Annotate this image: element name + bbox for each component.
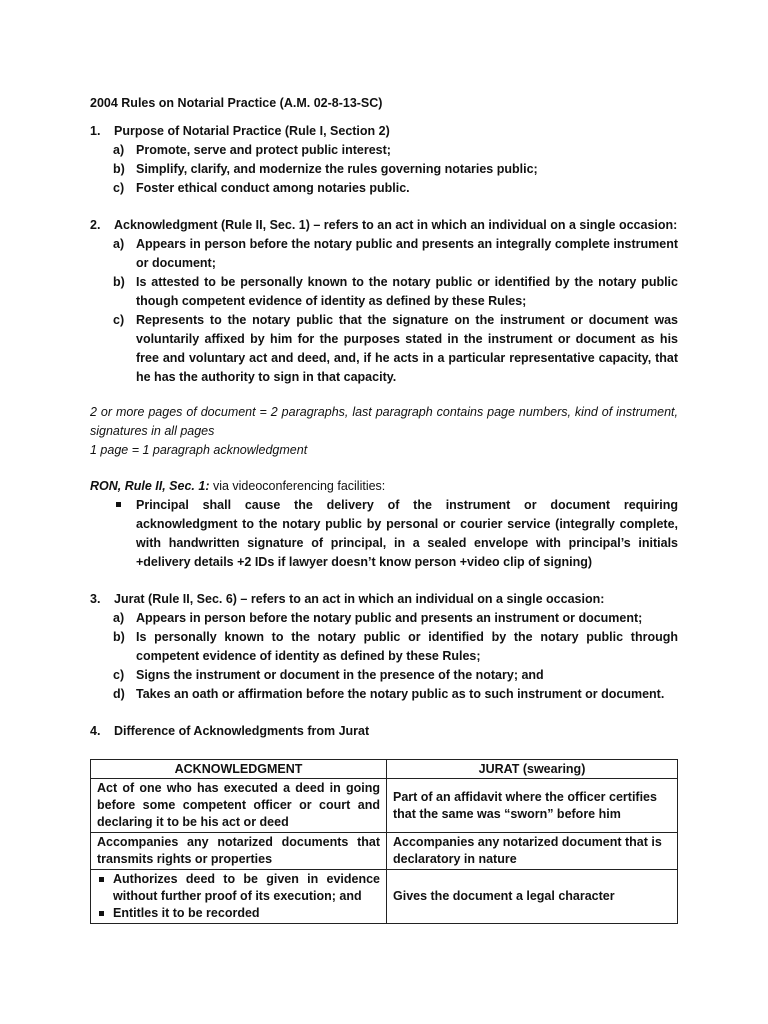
table-cell — [91, 870, 387, 924]
cell-bullet-text: Entitles it to be recorded — [113, 906, 260, 920]
section-heading — [90, 122, 678, 141]
section-purpose — [90, 122, 678, 198]
ron-bullet — [90, 496, 678, 572]
item-letter: a) — [113, 611, 125, 625]
section-number: 3. — [90, 592, 101, 606]
list-item — [90, 685, 678, 704]
item-text: Promote, serve and protect public interest; — [136, 143, 391, 157]
section-number: 1. — [90, 124, 101, 138]
notes-block — [90, 403, 678, 460]
table-row — [91, 870, 678, 924]
bullet-square-icon — [116, 502, 121, 507]
item-list — [90, 141, 678, 198]
table-row — [91, 779, 678, 833]
section-heading-text: Purpose of Notarial Practice (Rule I, Section 2) — [114, 124, 390, 138]
ron-heading — [90, 477, 678, 496]
bullet-square-icon — [99, 911, 104, 916]
item-letter: c) — [113, 668, 125, 682]
item-text: Signs the instrument or document in the presence of the notary; and — [136, 668, 544, 682]
item-letter: b) — [113, 630, 125, 644]
section-acknowledgment — [90, 216, 678, 387]
item-letter: c) — [113, 181, 125, 195]
document-title: 2004 Rules on Notarial Practice (A.M. 02-8-13-SC) — [90, 96, 383, 110]
item-letter: c) — [113, 313, 125, 327]
item-letter: b) — [113, 275, 125, 289]
section-heading — [90, 216, 678, 235]
list-item — [90, 609, 678, 628]
table-cell: Accompanies any notarized documents that transmits rights or properties — [91, 833, 387, 870]
section-heading-text: Difference of Acknowledgments from Jurat — [114, 724, 370, 738]
table-cell: Accompanies any notarized document that is declaratory in nature — [387, 833, 678, 870]
table-header-row — [91, 760, 678, 779]
list-item — [90, 235, 678, 273]
item-letter: a) — [113, 143, 125, 157]
item-letter: d) — [113, 687, 125, 701]
bullet-square-icon — [99, 877, 104, 882]
item-text: Appears in person before the notary public and presents an instrument or document; — [136, 611, 643, 625]
cell-bullet — [97, 905, 380, 922]
item-text: Appears in person before the notary public and presents an integrally complete instrument or document; — [136, 237, 678, 270]
item-list — [90, 235, 678, 387]
section-jurat — [90, 590, 678, 704]
item-text: Represents to the notary public that the signature on the instrument or document was voluntarily affixed by him for the purposes stated in the instrument or document as his free and voluntary act and deed, and, if he acts in a particular representative capacity, that he has the authority to sign in that capacity. — [136, 313, 678, 384]
cell-bullet-text: Authorizes deed to be given in evidence without further proof of its execution; and — [113, 872, 380, 903]
list-item — [90, 141, 678, 160]
item-text: Is personally known to the notary public or identified by the notary public through competent evidence of identity as defined by these Rules; — [136, 630, 678, 663]
item-letter: b) — [113, 162, 125, 176]
item-text: Is attested to be personally known to the notary public or identified by the notary public though competent evidence of identity as defined by these Rules; — [136, 275, 678, 308]
item-letter: a) — [113, 237, 125, 251]
ron-label-suffix: via videoconferencing facilities: — [209, 479, 386, 493]
ron-label: RON, Rule II, Sec. 1: — [90, 479, 210, 493]
list-item — [90, 666, 678, 685]
item-text: Simplify, clarify, and modernize the rules governing notaries public; — [136, 162, 538, 176]
header-acknowledgment: ACKNOWLEDGMENT — [91, 760, 387, 779]
ron-bullet-text: Principal shall cause the delivery of the instrument or document requiring acknowledgment to the notary public by personal or courier service (integrally complete, with handwritten signature of principal, in a sealed envelope with principal’s initials +delivery details +2 IDs if lawyer doesn’t know person +video clip of signing) — [136, 498, 678, 569]
header-jurat: JURAT (swearing) — [387, 760, 678, 779]
section-difference — [90, 722, 678, 741]
comparison-table — [90, 759, 678, 924]
list-item — [90, 628, 678, 666]
table-cell: Part of an affidavit where the officer certifies that the same was “sworn” before him — [387, 779, 678, 833]
section-heading-text: Jurat (Rule II, Sec. 6) – refers to an act in which an individual on a single occasion: — [114, 592, 605, 606]
note-line: 2 or more pages of document = 2 paragraphs, last paragraph contains page numbers, kind of instrument, signatures in all pages — [90, 405, 678, 438]
item-text: Foster ethical conduct among notaries public. — [136, 181, 410, 195]
section-number: 4. — [90, 724, 101, 738]
table-cell: Act of one who has executed a deed in going before some competent officer or court and declaring it to be his act or deed — [91, 779, 387, 833]
ron-block — [90, 477, 678, 572]
item-text: Takes an oath or affirmation before the notary public as to such instrument or document. — [136, 687, 665, 701]
note-line: 1 page = 1 paragraph acknowledgment — [90, 443, 308, 457]
section-number: 2. — [90, 218, 101, 232]
section-heading-text: Acknowledgment (Rule II, Sec. 1) – refers to an act in which an individual on a single occasion: — [114, 218, 678, 232]
list-item — [90, 311, 678, 387]
list-item — [90, 160, 678, 179]
table-cell: Gives the document a legal character — [387, 870, 678, 924]
list-item — [90, 179, 678, 198]
section-heading — [90, 590, 678, 609]
table-row — [91, 833, 678, 870]
item-list — [90, 609, 678, 704]
section-heading — [90, 722, 678, 741]
cell-bullet — [97, 871, 380, 905]
list-item — [90, 273, 678, 311]
